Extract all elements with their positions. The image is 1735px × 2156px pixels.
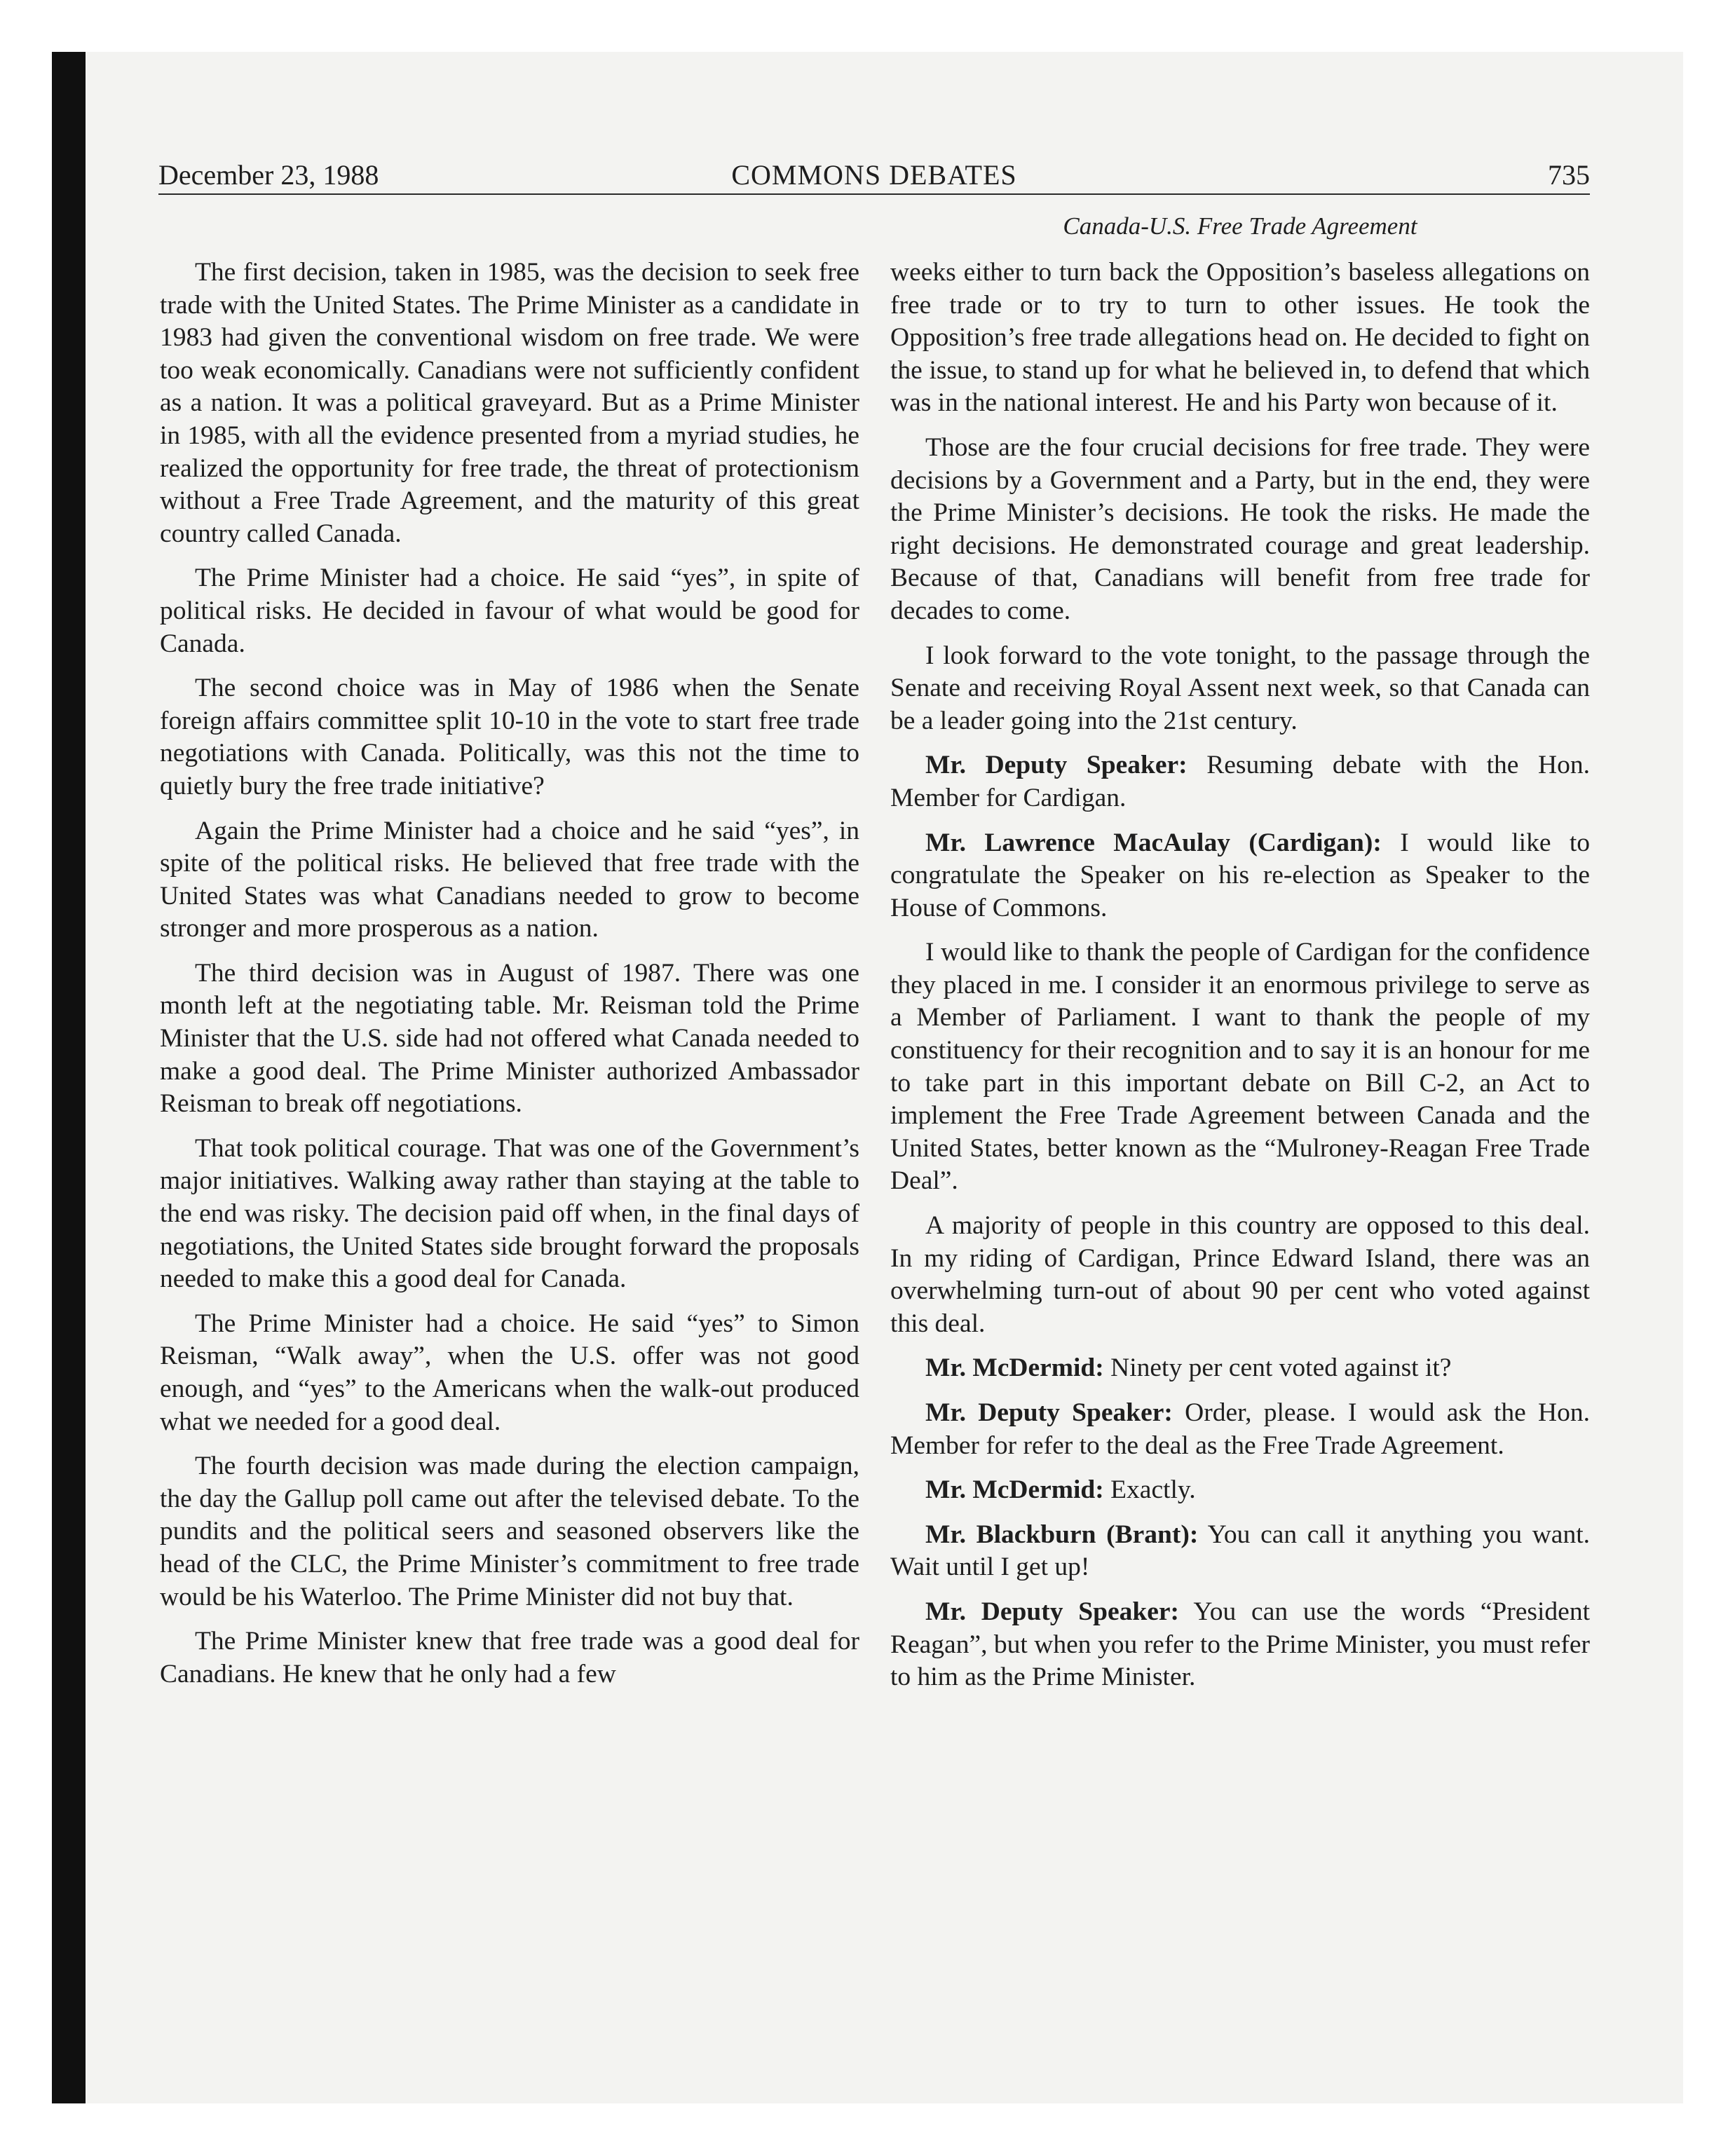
speech-text: Ninety per cent voted against it? — [1103, 1353, 1452, 1383]
speech-text: Resuming debate with the Hon. Member for Cardigan. — [890, 751, 1590, 812]
paragraph-continuation: weeks either to turn back the Opposition’s baseless allegations on free trade or to try to turn to other issues. He took the Opposition’s free trade allegations head on. He decided to fight on the issue, to stand up for what he believed in, to defend that which was in the national interest. He and his Party won because of it. — [890, 258, 1590, 418]
speaker-name: Mr. Lawrence MacAulay (Cardigan): — [925, 828, 1382, 857]
paragraph: The Prime Minister had a choice. He said “yes” to Simon Reisman, “Walk away”, when the U.S. offer was not good enough, and “yes” to the Americans when the walk-out produced what we needed for a good deal. — [160, 1309, 859, 1436]
paragraph: The Prime Minister knew that free trade was a good deal for Canadians. He knew that he only had a few — [160, 1627, 859, 1688]
speaker-name: Mr. Deputy Speaker: — [925, 1398, 1173, 1427]
paragraph: Again the Prime Minister had a choice and he said “yes”, in spite of the political risks. He believed that free trade with the United States was what Canadians needed to grow to become stronger and more prosperous as a nation. — [160, 816, 859, 943]
speech — [890, 1596, 1590, 1694]
paragraph: That took political courage. That was one of the Government’s major initiatives. Walking away rather than staying at the table to the end was risky. The decision paid off when, in the final days of negotiations, the United States side brought forward the proposals needed to make this a good deal for Canada. — [160, 1133, 859, 1294]
speech — [890, 1352, 1590, 1385]
paragraph: The third decision was in August of 1987. There was one month left at the negotiating table. Mr. Reisman told the Prime Minister that the U.S. side had not offered what Canada needed to make a good deal. The Prime Minister authorized Ambassador Reisman to break off negotiations. — [160, 958, 859, 1119]
speech-text: Exactly. — [1103, 1475, 1196, 1505]
speech-text: You can use the words “President Reagan”, but when you refer to the Prime Minister, you must refer to him as the Prime Minister. — [890, 1597, 1590, 1692]
binding-edge — [52, 52, 86, 2103]
paragraph: The Prime Minister had a choice. He said “yes”, in spite of political risks. He decided in favour of what would be good for Canada. — [160, 564, 859, 658]
paragraph: A majority of people in this country are opposed to this deal. In my riding of Cardigan, Prince Edward Island, there was an overwhelming turn-out of about 90 per cent who voted against this deal. — [890, 1211, 1590, 1338]
speech — [890, 1474, 1590, 1507]
speaker-name: Mr. McDermid: — [925, 1475, 1104, 1505]
paragraph: I would like to thank the people of Cardigan for the confidence they placed in me. I consider it an enormous privilege to serve as a Member of Parliament. I want to thank the people of my constituency for their recognition and to say it is an honour for me to take part in this important debate on Bill C-2, an Act to implement the Free Trade Agreement between Canada and the United States, better known as the “Mulroney-Reagan Free Trade Deal”. — [890, 938, 1590, 1196]
header-journal-title: COMMONS DEBATES — [731, 159, 1017, 191]
header-rule — [158, 193, 1590, 195]
paragraph: The first decision, taken in 1985, was the decision to seek free trade with the United States. The Prime Minister as a candidate in 1983 had given the conventional wisdom on free trade. We were too weak economically. Canadians were not sufficiently confident as a nation. It was a political graveyard. But as a Prime Minister in 1985, with all the evidence presented from a myriad studies, he realized the opportunity for free trade, the threat of protectionism without a Free Trade Agreement, and the maturity of this great country called Canada. — [160, 258, 859, 548]
running-title: Canada-U.S. Free Trade Agreement — [1063, 212, 1417, 240]
speech-text: You can call it anything you want. Wait until I get up! — [890, 1520, 1590, 1582]
paragraph: The fourth decision was made during the election campaign, the day the Gallup poll came out after the televised debate. To the pundits and the political seers and seasoned observers like the head of the CLC, the Prime Minister’s commitment to free trade would be his Waterloo. The Prime Minister did not buy that. — [160, 1452, 859, 1611]
header-page-number: 735 — [1548, 159, 1590, 191]
right-column — [890, 257, 1590, 1706]
left-column — [160, 257, 859, 1703]
paragraph: The second choice was in May of 1986 when the Senate foreign affairs committee split 10-10 in the vote to start free trade negotiations with Canada. Politically, was this not the time to quietly bury the free trade initiative? — [160, 674, 859, 800]
speech-text: I would like to congratulate the Speaker on his re-election as Speaker to the House of Commons. — [890, 828, 1590, 922]
speech — [890, 1519, 1590, 1584]
speaker-name: Mr. Deputy Speaker: — [925, 1597, 1179, 1626]
speech — [890, 749, 1590, 814]
speaker-name: Mr. Blackburn (Brant): — [925, 1520, 1199, 1549]
speaker-name: Mr. Deputy Speaker: — [925, 751, 1188, 780]
speech-text: Order, please. I would ask the Hon. Member for refer to the deal as the Free Trade Agreement. — [890, 1398, 1591, 1460]
paragraph: Those are the four crucial decisions for free trade. They were decisions by a Government and a Party, but in the end, they were the Prime Minister’s decisions. He took the risks. He made the right decisions. He demonstrated courage and great leadership. Because of that, Canadians will benefit from free trade for decades to come. — [890, 432, 1590, 625]
speaker-name: Mr. McDermid: — [925, 1353, 1104, 1383]
page-header — [158, 158, 1590, 192]
header-date: December 23, 1988 — [158, 159, 379, 191]
speech — [890, 827, 1590, 925]
paragraph: I look forward to the vote tonight, to the passage through the Senate and receiving Royal Assent next week, so that Canada can be a leader going into the 21st century. — [890, 641, 1590, 735]
speech — [890, 1397, 1590, 1462]
